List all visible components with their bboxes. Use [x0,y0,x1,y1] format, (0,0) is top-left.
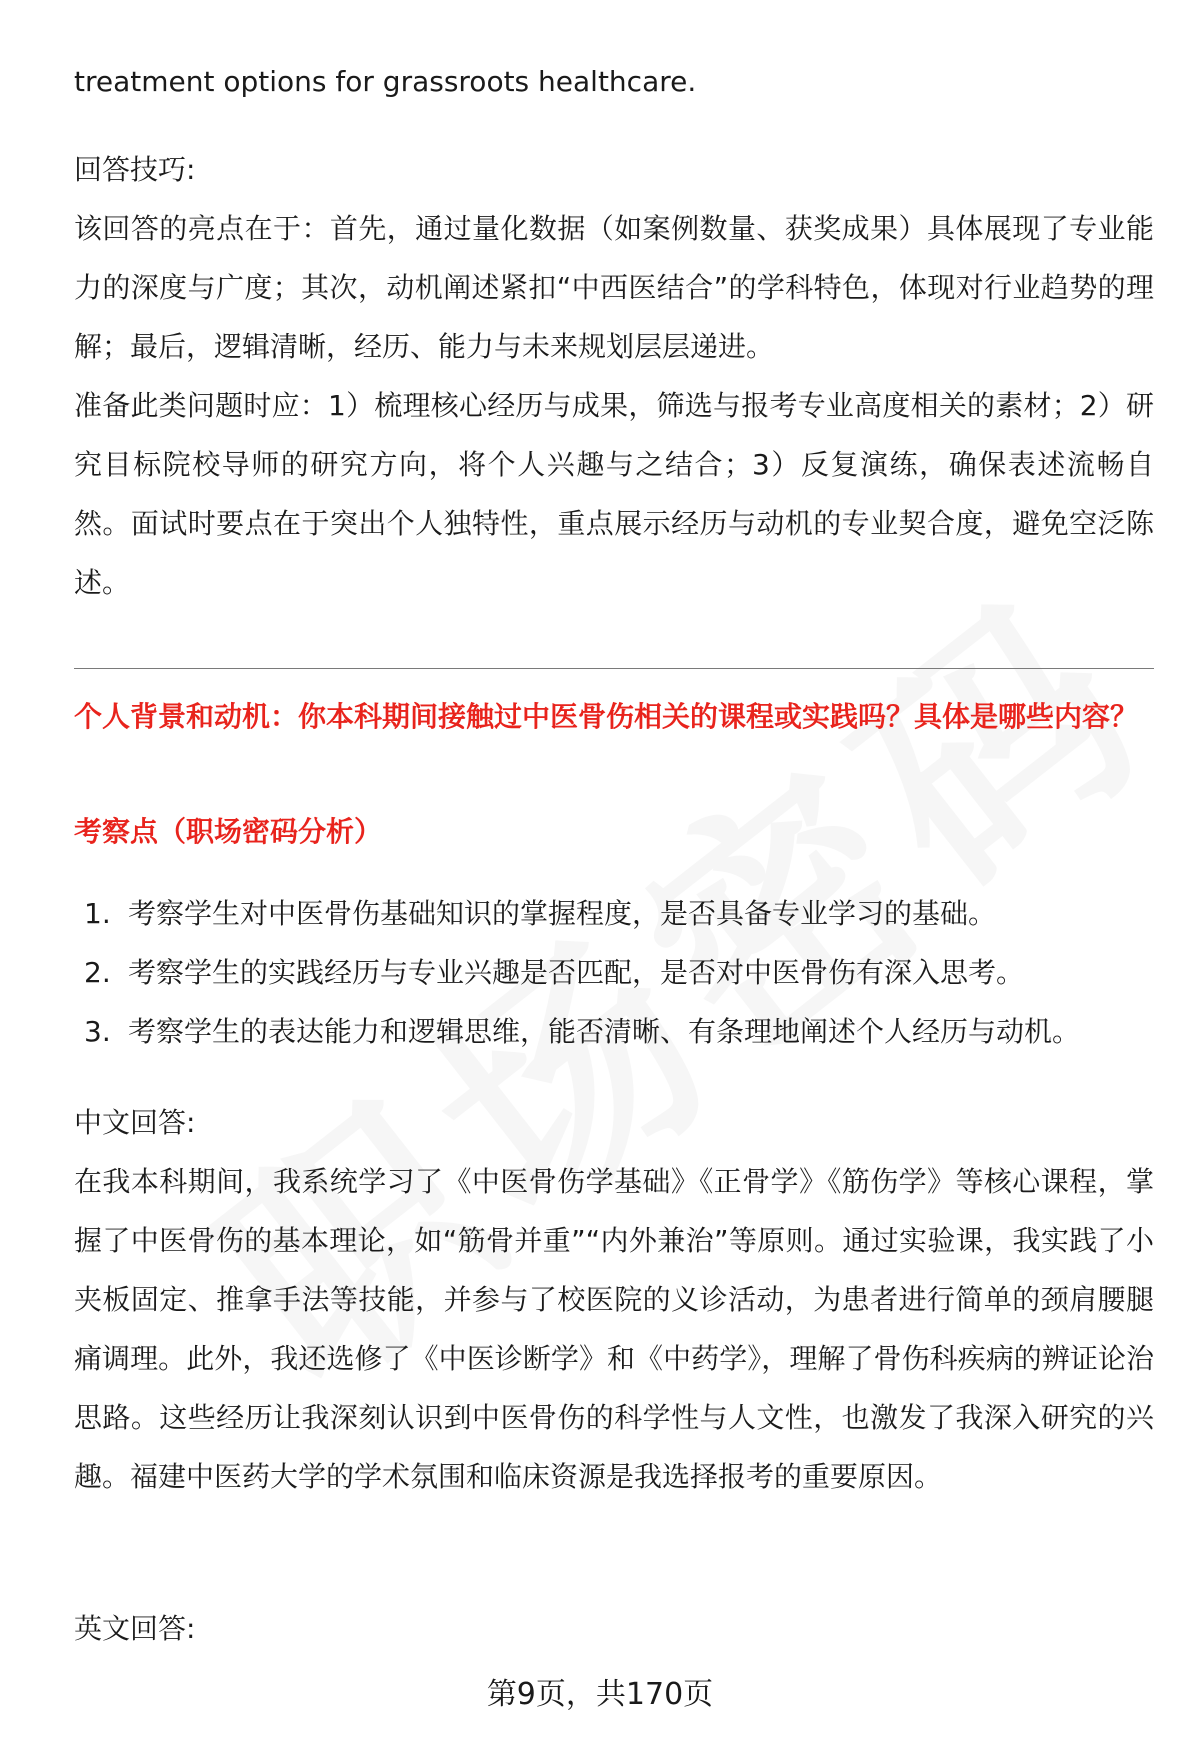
question-heading: 个人背景和动机：你本科期间接触过中医骨伤相关的课程或实践吗？具体是哪些内容？ [74,700,1139,733]
list-item-number: 1. [84,897,111,930]
page-footer: 第9页，共170页 [486,1677,714,1712]
section-divider [74,668,1154,669]
list-item [74,943,1154,1002]
previous-answer-tail: treatment options for grassroots healthcare. [74,65,697,98]
list-item [74,884,1154,943]
list-item-number: 2. [84,956,111,989]
tips-body: 该回答的亮点在于：首先，通过量化数据（如案例数量、获奖成果）具体展现了专业能力的深度与广度；其次，动机阐述紧扣“中西医结合”的学科特色，体现对行业趋势的理解；最后，逻辑清晰，经历、能力与未来规划层层递进。 [74,212,1154,363]
list-item-text: 考察学生的实践经历与专业兴趣是否匹配，是否对中医骨伤有深入思考。 [128,956,1025,989]
points-title: 考察点（职场密码分析） [74,815,383,848]
list-item-number: 3. [84,1015,111,1048]
tips-label: 回答技巧: [74,153,196,186]
list-item [74,1002,1154,1061]
chinese-answer-label: 中文回答: [74,1106,196,1139]
english-answer-label: 英文回答: [74,1612,196,1645]
points-list [74,884,1154,1061]
tips-preparation: 准备此类问题时应：1）梳理核心经历与成果，筛选与报考专业高度相关的素材；2）研究目标院校导师的研究方向，将个人兴趣与之结合；3）反复演练，确保表述流畅自然。面试时要点在于突出个人独特性，重点展示经历与动机的专业契合度，避免空泛陈述。 [74,389,1154,599]
chinese-answer-body: 在我本科期间，我系统学习了《中医骨伤学基础》《正骨学》《筋伤学》等核心课程，掌握了中医骨伤的基本理论，如“筋骨并重”“内外兼治”等原则。通过实验课，我实践了小夹板固定、推拿手法等技能，并参与了校医院的义诊活动，为患者进行简单的颈肩腰腿痛调理。此外，我还选修了《中医诊断学》和《中药学》，理解了骨伤科疾病的辨证论治思路。这些经历让我深刻认识到中医骨伤的科学性与人文性，也激发了我深入研究的兴趣。福建中医药大学的学术氛围和临床资源是我选择报考的重要原因。 [74,1165,1154,1493]
list-item-text: 考察学生对中医骨伤基础知识的掌握程度，是否具备专业学习的基础。 [128,897,997,930]
list-item-text: 考察学生的表达能力和逻辑思维，能否清晰、有条理地阐述个人经历与动机。 [128,1015,1081,1048]
